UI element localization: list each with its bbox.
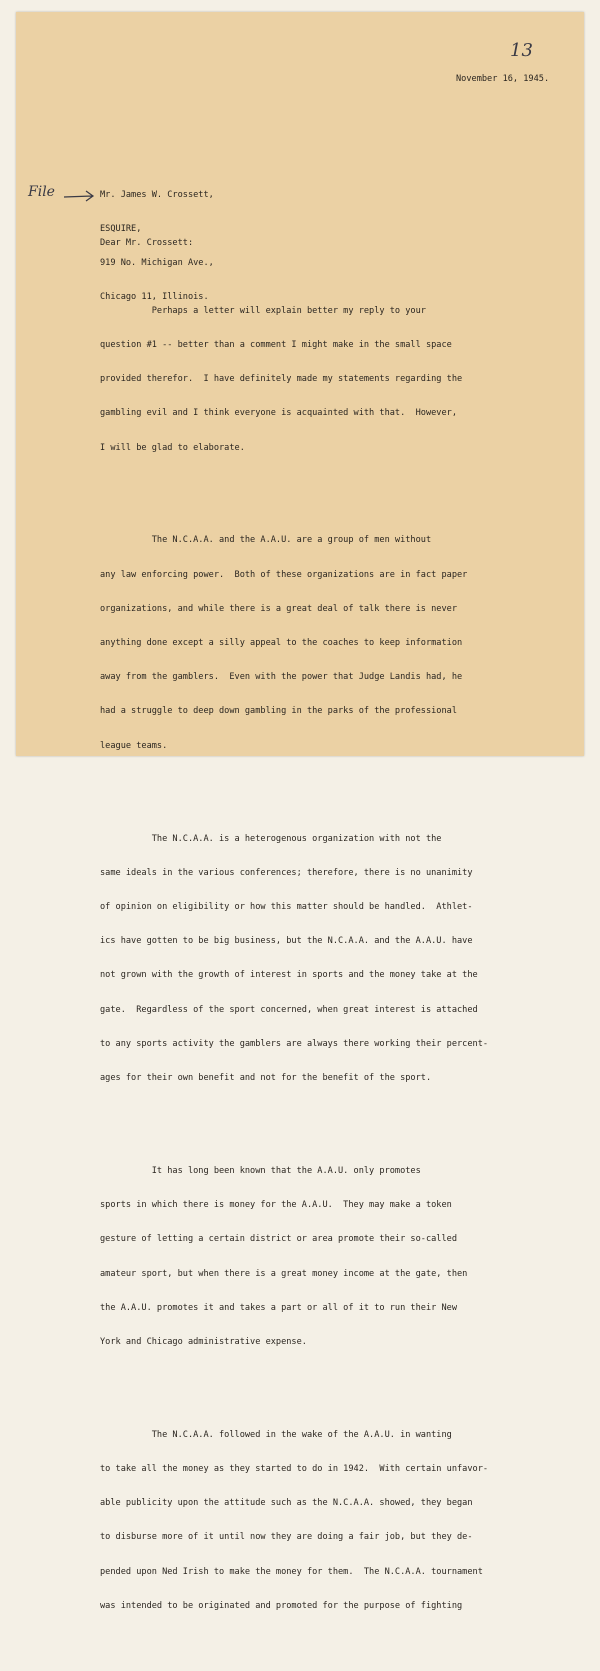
- body-line: to take all the money as they started to do in 1942. With certain unfavor-: [100, 1464, 489, 1475]
- body-line: to disburse more of it until now they are doing a fair job, but they de-: [100, 1532, 473, 1543]
- body-line: anything done except a silly appeal to the coaches to keep information: [100, 638, 463, 648]
- paragraph-2: [100, 513, 488, 775]
- body-line: ages for their own benefit and not for the benefit of the sport.: [100, 1073, 432, 1084]
- body-line: to any sports activity the gamblers are always there working their percent-: [100, 1038, 489, 1049]
- letter-date: November 16, 1945.: [456, 74, 550, 84]
- address-line-street: 919 No. Michigan Ave.,: [100, 258, 214, 269]
- paragraph-1: [100, 283, 488, 477]
- body-line: able publicity upon the attitude such as the N.C.A.A. showed, they began: [100, 1498, 473, 1509]
- salutation: Dear Mr. Crossett:: [100, 238, 194, 248]
- paragraph-5: [100, 1407, 488, 1635]
- body-line: It has long been known that the A.A.U. only promotes: [100, 1165, 421, 1176]
- body-line: the A.A.U. promotes it and takes a part or all of it to run their New: [100, 1302, 457, 1313]
- body-line: away from the gamblers. Even with the power that Judge Landis had, he: [100, 672, 463, 683]
- address-line-city: Chicago 11, Illinois.: [100, 292, 209, 303]
- body-line: The N.C.A.A. is a heterogenous organization with not the: [100, 833, 442, 844]
- body-line: ics have gotten to be big business, but the N.C.A.A. and the A.A.U. have: [100, 936, 473, 947]
- letter-page: [16, 12, 584, 1611]
- arrow-icon: [62, 188, 98, 204]
- margin-note-file: File: [28, 184, 55, 200]
- body-line: had a struggle to deep down gambling in the parks of the professional: [100, 706, 457, 717]
- body-line: sports in which there is money for the A.A.U. They may make a token: [100, 1200, 452, 1211]
- body-line: of opinion on eligibility or how this matter should be handled. Athlet-: [100, 901, 473, 912]
- body-line: any law enforcing power. Both of these organizations are in fact paper: [100, 569, 468, 580]
- paragraph-3: [100, 811, 488, 1108]
- body-line: same ideals in the various conferences; therefore, there is no unanimity: [100, 867, 473, 878]
- body-line: gesture of letting a certain district or area promote their so-called: [100, 1234, 457, 1245]
- body-line: was intended to be originated and promoted for the purpose of fighting: [100, 1600, 463, 1611]
- paragraph-4: [100, 1143, 488, 1371]
- body-line: Perhaps a letter will explain better my reply to your: [100, 305, 426, 316]
- body-line: York and Chicago administrative expense.: [100, 1336, 307, 1347]
- body-line: The N.C.A.A. followed in the wake of the A.A.U. in wanting: [100, 1429, 452, 1440]
- body-line: organizations, and while there is a great deal of talk there is never: [100, 603, 457, 614]
- address-line-name: Mr. James W. Crossett,: [100, 189, 214, 200]
- body-line: provided therefor. I have definitely made my statements regarding the: [100, 374, 463, 385]
- body-line: league teams.: [100, 740, 168, 751]
- address-line-publication: ESQUIRE,: [100, 224, 142, 235]
- body-line: pended upon Ned Irish to make the money for them. The N.C.A.A. tournament: [100, 1566, 483, 1577]
- body-line: amateur sport, but when there is a great money income at the gate, then: [100, 1268, 468, 1279]
- body-line: question #1 -- better than a comment I might make in the small space: [100, 339, 452, 350]
- body-line: not grown with the growth of interest in sports and the money take at the: [100, 970, 478, 981]
- body-line: I will be glad to elaborate.: [100, 442, 245, 453]
- body-line: gate. Regardless of the sport concerned, when great interest is attached: [100, 1004, 478, 1015]
- letter-body: [100, 260, 488, 1671]
- body-line: gambling evil and I think everyone is acquainted with that. However,: [100, 408, 457, 419]
- page-number-mark: 13: [510, 40, 533, 61]
- body-line: The N.C.A.A. and the A.A.U. are a group of men without: [100, 535, 432, 546]
